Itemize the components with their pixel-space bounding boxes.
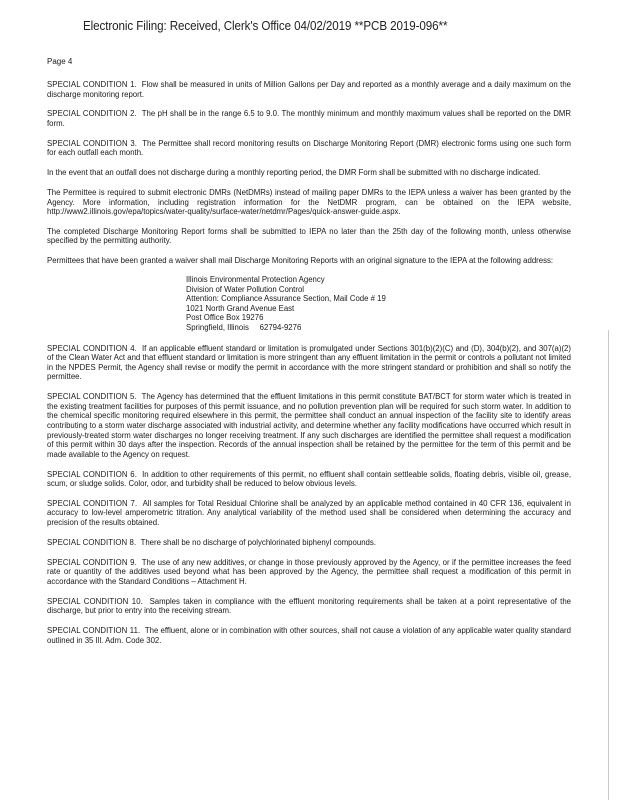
special-condition-4	[47, 344, 571, 382]
condition-text: The Permittee shall record monitoring results on Discharge Monitoring Report (DMR) electronic forms using one such form for each outfall each month.	[47, 138, 571, 158]
special-condition-7	[47, 499, 571, 528]
condition-text: The pH shall be in the range 6.5 to 9.0. The monthly minimum and monthly maximum values shall be reported on the DMR form.	[47, 109, 571, 128]
condition-label: SPECIAL CONDITION 1.	[47, 80, 137, 89]
special-condition-1	[47, 80, 571, 99]
mailing-address	[186, 275, 571, 333]
special-condition-3	[47, 139, 571, 158]
address-line: 1021 North Grand Avenue East	[186, 303, 295, 313]
condition-text: The Agency has determined that the effluent limitations in this permit constitute BAT/BCT for storm water which is treated in the existing treatment facilities for purposes of this permit issuance, and no pollution prevention plan will be required for such storm water. In addition to the chemical specific monitoring required elsewhere in this permit, the permittee shall conduct an annual inspection of the facility site to identify areas contributing to a storm water discharge associated with industrial activity, and determine whether any facility modifications have occurred which result in previously-treated storm water discharges no longer receiving treatment. If any such discharges are identified the permittee shall request a modification of this permit within 30 days after the inspection. Records of the annual inspection shall be retained by the permittee for the term of this permit and be made available to the Agency on request.	[47, 392, 571, 459]
special-condition-6	[47, 470, 571, 489]
condition-label: SPECIAL CONDITION 3.	[47, 138, 138, 148]
condition-label: SPECIAL CONDITION 8.	[47, 537, 137, 547]
condition-text: All samples for Total Residual Chlorine shall be analyzed by an applicable method contained in 40 CFR 136, equivalent in accuracy to low-level amperometric titration. Any analytical variability of the method used shall be considered when determining the accuracy and precision of the results obtained.	[47, 498, 571, 528]
page-number: Page 4	[47, 57, 73, 66]
special-condition-2	[47, 109, 571, 128]
condition-label: SPECIAL CONDITION 11.	[47, 625, 141, 635]
filing-stamp: Electronic Filing: Received, Clerk's Office 04/02/2019 **PCB 2019-096**	[83, 19, 448, 33]
waiver-paragraph: Permittees that have been granted a waiver shall mail Discharge Monitoring Reports with an original signature to the IEPA at the following address:	[47, 256, 554, 266]
condition-label: SPECIAL CONDITION 5.	[47, 392, 137, 402]
address-line: Division of Water Pollution Control	[186, 284, 305, 294]
no-discharge-paragraph: In the event that an outfall does not discharge during a monthly reporting period, the DMR Form shall be submitted with no discharge indicated.	[47, 168, 541, 178]
special-condition-11	[47, 626, 571, 645]
address-line: Illinois Environmental Protection Agency	[186, 275, 325, 285]
condition-text: The use of any new additives, or change in those previously approved by the Agency, or if the permittee increases the feed rate or quantity of the additives used beyond what has been approved by the Agency, the permittee shall request a modification of this permit in accordance with the Standard Conditions – Attachment H.	[47, 557, 571, 586]
condition-label: SPECIAL CONDITION 7.	[47, 498, 138, 508]
condition-label: SPECIAL CONDITION 6.	[47, 469, 137, 479]
address-line: Springfield, Illinois 62794-9276	[186, 323, 302, 332]
special-condition-5	[47, 392, 571, 459]
condition-text: Flow shall be measured in units of Million Gallons per Day and reported as a monthly average and a daily maximum on the discharge monitoring report.	[47, 80, 571, 99]
condition-text: Samples taken in compliance with the effluent monitoring requirements shall be taken at a point representative of the discharge, but prior to entry into the receiving stream.	[47, 596, 572, 616]
special-condition-8	[47, 538, 571, 548]
condition-text: In addition to other requirements of this permit, no effluent shall contain settleable solids, floating debris, visible oil, grease, scum, or sludge solids. Color, odor, and turbidity shall be reduced to below obvious levels.	[47, 469, 571, 489]
condition-label: SPECIAL CONDITION 4.	[47, 343, 137, 353]
special-condition-10	[47, 597, 571, 616]
condition-text: There shall be no discharge of polychlorinated biphenyl compounds.	[140, 537, 376, 547]
condition-text: The effluent, alone or in combination with other sources, shall not cause a violation of any applicable water quality standard outlined in 35 Ill. Adm. Code 302.	[47, 625, 571, 645]
dmr-deadline-paragraph: The completed Discharge Monitoring Report forms shall be submitted to IEPA no later than the 25th day of the following month, unless otherwise specified by the permitting authority.	[47, 226, 571, 246]
condition-text: If an applicable effluent standard or limitation is promulgated under Sections 301(b)(2)(C) and (D), 304(b)(2), and 307(a)(2) of the Clean Water Act and that effluent standard or limitation is more stringent than any effluent limitation in the permit or controls a pollutant not limited in the NPDES Permit, the Agency shall revise or modify the permit in accordance with the more stringent standard or prohibition and shall so notify the permittee.	[47, 343, 571, 382]
document-body	[47, 80, 571, 655]
condition-label: SPECIAL CONDITION 2.	[47, 109, 137, 119]
special-condition-9	[47, 558, 571, 587]
address-line: Attention: Compliance Assurance Section, Mail Code # 19	[186, 294, 386, 304]
page-edge-divider	[608, 330, 609, 800]
condition-label: SPECIAL CONDITION 9.	[47, 557, 137, 567]
netdmr-paragraph: The Permittee is required to submit electronic DMRs (NetDMRs) instead of mailing paper DMRs to the IEPA unless a waiver has been granted by the Agency. More information, including registration information for the NetDMR program, can be obtained on the IEPA website, http://www2.illinois.gov/epa/topics/water-quality/surface-water/netdmr/Pages/quick-answer-guide.aspx.	[47, 187, 571, 217]
address-line: Post Office Box 19276	[186, 313, 264, 323]
condition-label: SPECIAL CONDITION 10.	[47, 596, 143, 606]
